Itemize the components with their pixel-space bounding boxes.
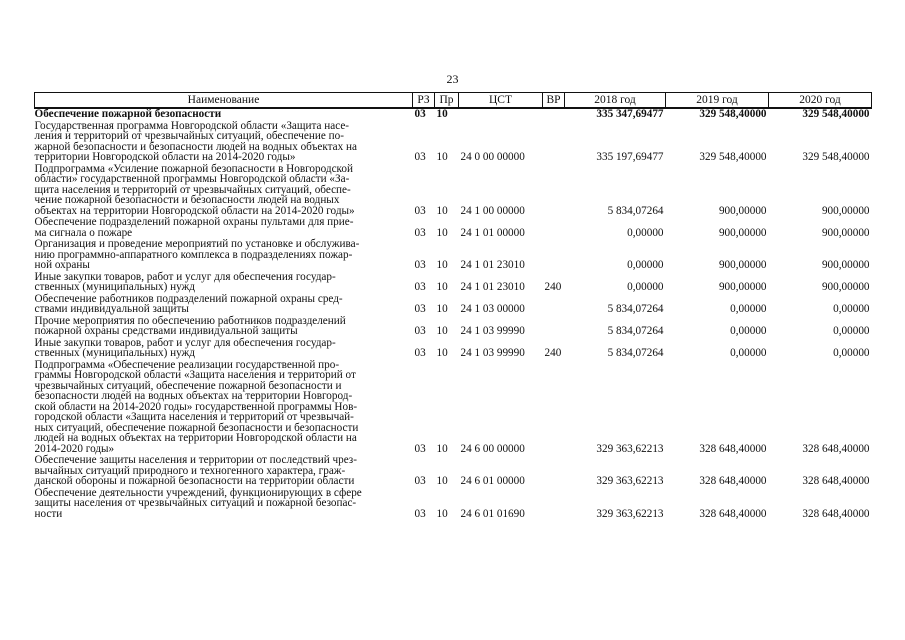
row-2018-cell: 329 363,62213	[596, 475, 664, 487]
row-2020-cell: 900,00000	[821, 259, 870, 271]
row-pr-cell: 10	[436, 442, 448, 455]
row-cst-cell: 24 1 03 00000	[460, 303, 525, 315]
row-rz-cell: 03	[414, 226, 426, 239]
budget-table	[34, 92, 872, 519]
row-name-cell: Подпрограмма «Усиление пожарной безопасности в Новгородской области» государственной программы Новгородской области «За- щита населения и территорий от чрезвычайных ситуаций, обеспе- чение пожарной безопасности и безопасности людей на водных объектах на территории Новгородской области на 2014-2020 годы»	[34, 162, 355, 217]
table-row	[35, 108, 872, 120]
row-name-cell: Организация и проведение мероприятий по установке и обслужива- нию программно-аппаратного комплекса в подразделениях пожар- ной охраны	[34, 238, 360, 271]
row-2020-cell: 329 548,40000	[802, 108, 870, 120]
column-header-rz: РЗ	[413, 93, 435, 109]
row-pr-cell: 10	[436, 347, 448, 359]
row-2018-cell: 5 834,07264	[607, 303, 664, 315]
column-header-vr: ВР	[543, 93, 565, 109]
row-cst-cell: 24 6 00 00000	[460, 442, 525, 455]
row-rz-cell: 03	[414, 475, 426, 487]
row-rz-cell: 03	[414, 281, 426, 293]
row-2018-cell: 335 347,69477	[596, 108, 664, 120]
table-row	[35, 293, 872, 315]
row-cst-cell: 24 6 01 01690	[460, 507, 525, 520]
row-2019-cell: 900,00000	[718, 259, 767, 271]
row-cst-cell: 24 1 01 23010	[460, 259, 525, 271]
table-row	[35, 216, 872, 238]
row-cst-cell: 24 1 00 00000	[460, 204, 525, 217]
row-2018-cell: 329 363,62213	[596, 507, 664, 520]
row-rz-cell: 03	[414, 442, 426, 455]
row-cst-cell	[459, 108, 543, 120]
row-2019-cell: 329 548,40000	[699, 108, 767, 120]
table-row	[35, 120, 872, 163]
row-2018-cell: 335 197,69477	[596, 151, 664, 163]
table-row	[35, 315, 872, 337]
row-2018-cell: 0,00000	[627, 281, 664, 293]
row-2018-cell: 5 834,07264	[607, 347, 664, 359]
row-2020-cell: 328 648,40000	[802, 442, 870, 455]
table-body	[35, 108, 872, 519]
row-2020-cell: 900,00000	[821, 226, 870, 239]
row-2019-cell: 328 648,40000	[699, 442, 767, 455]
row-2020-cell: 0,00000	[833, 347, 870, 359]
row-2020-cell: 328 648,40000	[802, 475, 870, 487]
column-header-2019: 2019 год	[666, 93, 769, 109]
row-vr-cell	[543, 454, 565, 487]
row-vr-cell: 240	[544, 347, 562, 359]
row-name-cell: Обеспечение пожарной безопасности	[34, 108, 222, 120]
row-name-cell: Обеспечение защиты населения и территории от последствий чрез- вычайных ситуаций природного и техногенного характера, граж- данской обороны и пожарной безопасности на территории области	[34, 454, 357, 487]
row-2019-cell: 900,00000	[718, 204, 767, 217]
row-name-cell: Подпрограмма «Обеспечение реализации государственной про- граммы Новгородской области «Защита населения и территорий от чрезвычайных ситуаций, обеспечение пожарной безопасности и безопасности людей на водных объектах на территории Новгород- ской области на 2014-2020 годы» государственной программы Нов- городской области «Защита населения и территорий от чрезвычай- ных ситуаций, обеспечение пожарной безопасности и безопасности людей на водных объектах на территории Новгородской области на 2014-2020 годы»	[34, 358, 359, 455]
row-rz-cell: 03	[414, 259, 426, 271]
row-rz-cell: 03	[414, 507, 426, 520]
table-row	[35, 163, 872, 217]
table-row	[35, 487, 872, 520]
row-2020-cell: 900,00000	[821, 204, 870, 217]
row-vr-cell	[543, 216, 565, 238]
row-rz-cell: 03	[414, 108, 426, 120]
row-2019-cell: 900,00000	[718, 226, 767, 239]
table-row	[35, 271, 872, 293]
row-name-cell: Государственная программа Новгородской области «Защита насе- ления и территорий от чрезвычайных ситуаций, обеспечение по- жарной безопасности и безопасности людей на водных объектах на территории Новгородской области на 2014-2020 годы»	[34, 119, 357, 163]
column-header-name: Наименование	[35, 93, 413, 109]
row-2019-cell: 328 648,40000	[699, 475, 767, 487]
table-row	[35, 359, 872, 455]
row-pr-cell: 10	[436, 108, 448, 120]
row-cst-cell: 24 1 03 99990	[460, 325, 525, 337]
page-number: 23	[446, 72, 459, 86]
row-name-cell: Обеспечение работников подразделений пожарной охраны сред- ствами индивидуальной защиты	[34, 292, 343, 315]
row-name-cell: Иные закупки товаров, работ и услуг для обеспечения государ- ственных (муниципальных) нужд	[34, 270, 336, 293]
table-row	[35, 238, 872, 271]
row-rz-cell: 03	[414, 347, 426, 359]
row-name-cell: Прочие мероприятия по обеспечению работников подразделений пожарной охраны средствами индивидуальной защиты	[34, 314, 346, 337]
row-2020-cell: 329 548,40000	[802, 151, 870, 163]
row-cst-cell: 24 0 00 00000	[460, 151, 525, 163]
table-header	[35, 93, 872, 109]
row-2018-cell: 5 834,07264	[607, 204, 664, 217]
row-2018-cell: 5 834,07264	[607, 325, 664, 337]
row-pr-cell: 10	[436, 507, 448, 520]
row-name-cell: Иные закупки товаров, работ и услуг для обеспечения государ- ственных (муниципальных) нужд	[34, 336, 336, 359]
row-vr-cell	[543, 238, 565, 271]
row-2019-cell: 328 648,40000	[699, 507, 767, 520]
row-2020-cell: 0,00000	[833, 325, 870, 337]
row-pr-cell: 10	[436, 325, 448, 337]
row-rz-cell: 03	[414, 151, 426, 163]
row-rz-cell: 03	[414, 325, 426, 337]
row-2018-cell: 0,00000	[627, 259, 664, 271]
row-2019-cell: 0,00000	[730, 325, 767, 337]
row-2018-cell: 0,00000	[627, 226, 664, 239]
row-2020-cell: 0,00000	[833, 303, 870, 315]
column-header-2018: 2018 год	[565, 93, 666, 109]
row-vr-cell	[543, 359, 565, 455]
row-vr-cell	[543, 293, 565, 315]
row-pr-cell: 10	[436, 204, 448, 217]
row-pr-cell: 10	[436, 303, 448, 315]
row-2019-cell: 0,00000	[730, 347, 767, 359]
table-row	[35, 337, 872, 359]
row-name-cell: Обеспечение деятельности учреждений, функционирующих в сфере защиты населения от чрезвычайных ситуаций и пожарной безопас- ности	[34, 486, 362, 520]
row-vr-cell	[543, 315, 565, 337]
row-pr-cell: 10	[436, 226, 448, 239]
row-pr-cell: 10	[436, 281, 448, 293]
row-2019-cell: 329 548,40000	[699, 151, 767, 163]
row-pr-cell: 10	[436, 151, 448, 163]
row-vr-cell	[543, 108, 565, 120]
row-2018-cell: 329 363,62213	[596, 442, 664, 455]
row-cst-cell: 24 6 01 00000	[460, 475, 525, 487]
row-cst-cell: 24 1 03 99990	[460, 347, 525, 359]
row-vr-cell	[543, 487, 565, 520]
table-row	[35, 454, 872, 487]
row-2020-cell: 328 648,40000	[802, 507, 870, 520]
row-rz-cell: 03	[414, 303, 426, 315]
row-2020-cell: 900,00000	[821, 281, 870, 293]
row-rz-cell: 03	[414, 204, 426, 217]
row-2019-cell: 900,00000	[718, 281, 767, 293]
row-vr-cell	[543, 163, 565, 217]
row-cst-cell: 24 1 01 00000	[460, 226, 525, 239]
row-cst-cell: 24 1 01 23010	[460, 281, 525, 293]
row-2019-cell: 0,00000	[730, 303, 767, 315]
row-name-cell: Обеспечение подразделений пожарной охраны пультами для прие- ма сигнала о пожаре	[34, 216, 354, 239]
column-header-2020: 2020 год	[769, 93, 872, 109]
row-vr-cell: 240	[544, 281, 562, 293]
column-header-pr: Пр	[435, 93, 459, 109]
row-vr-cell	[543, 120, 565, 163]
row-pr-cell: 10	[436, 259, 448, 271]
row-pr-cell: 10	[436, 475, 448, 487]
column-header-cst: ЦСТ	[459, 93, 543, 109]
